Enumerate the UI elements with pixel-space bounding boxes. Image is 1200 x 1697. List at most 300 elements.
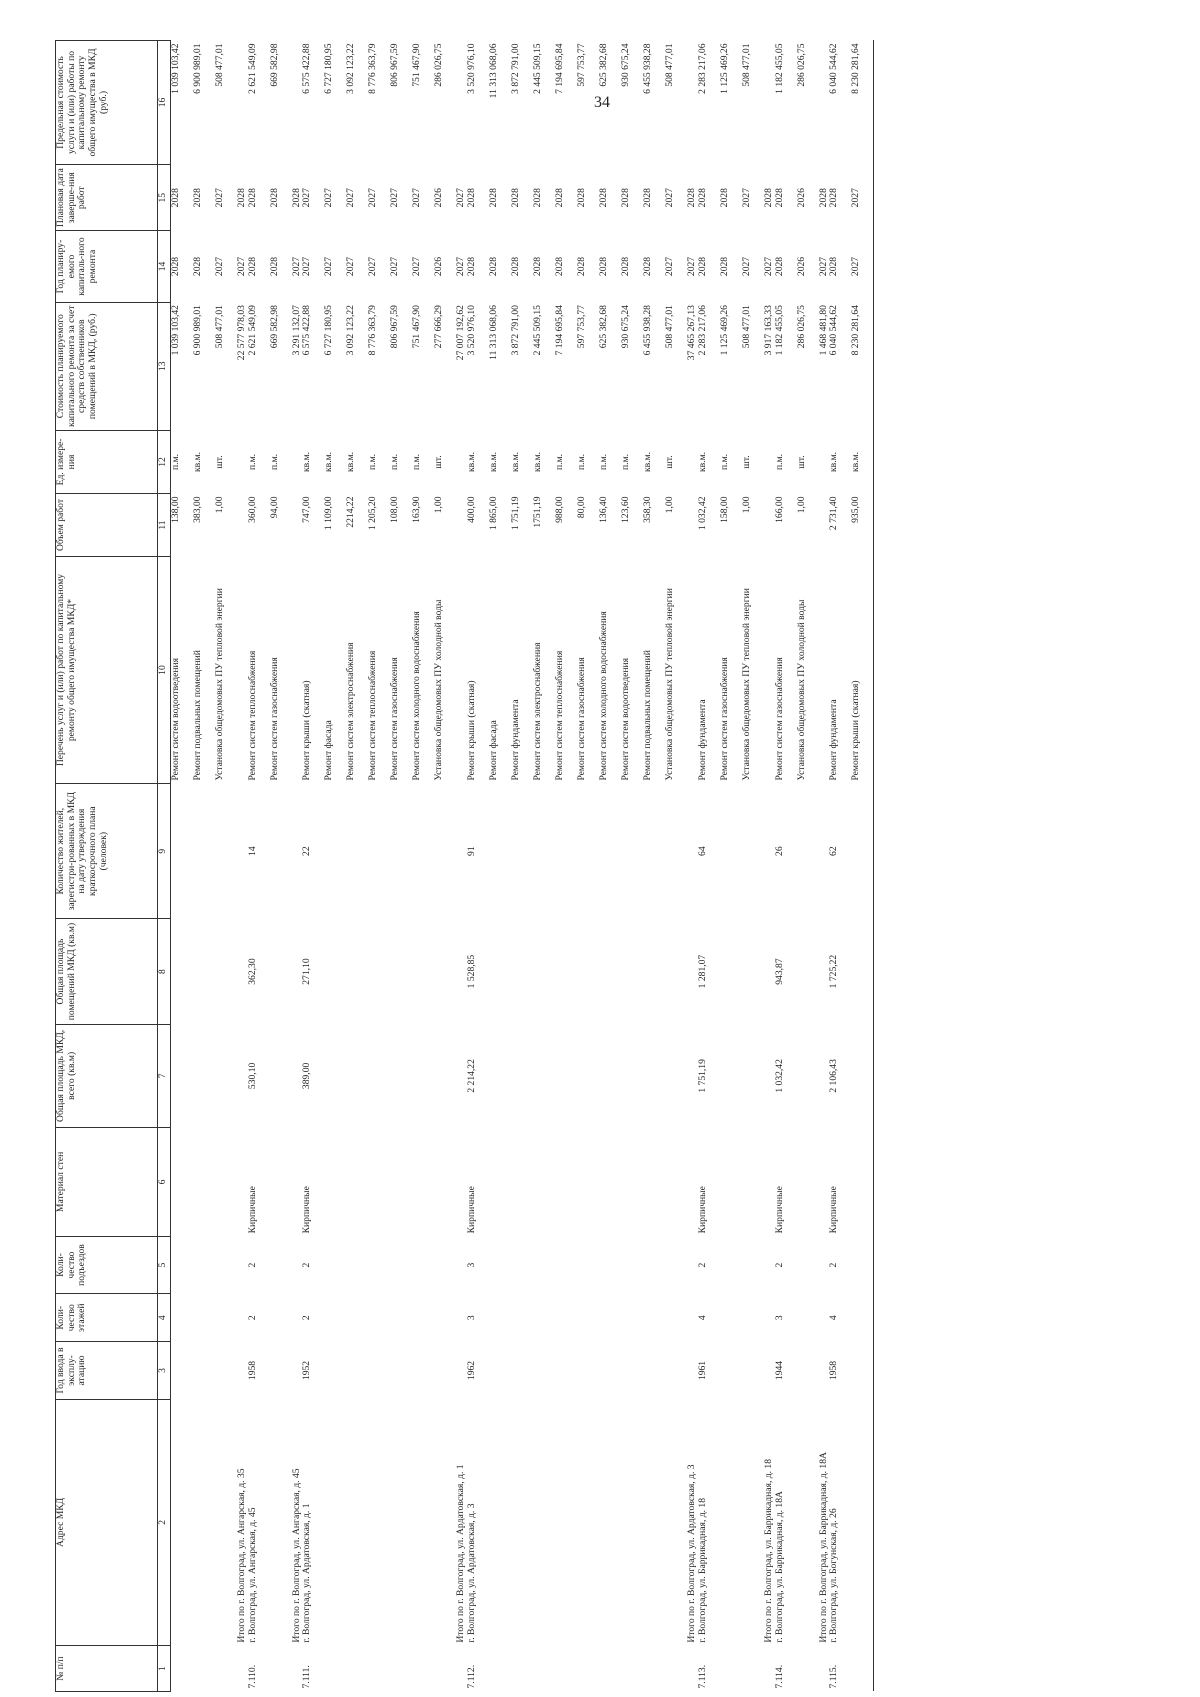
work-name: Ремонт крыши (скатная) xyxy=(850,680,862,781)
row-year: 1961 xyxy=(696,1360,708,1381)
work-name-cell xyxy=(698,557,764,784)
row-residents: 26 xyxy=(773,846,785,856)
column-number: 15 xyxy=(158,164,171,230)
row-year: 1958 xyxy=(246,1360,258,1381)
total-end-year: 2028 xyxy=(762,188,774,208)
work-year-cell xyxy=(775,231,819,302)
row-area-rooms: 1 725,22 xyxy=(828,954,840,989)
header-cell: Коли-чество подъездов xyxy=(56,1236,158,1293)
row-residents: 22 xyxy=(301,846,313,856)
work-end-year: 2027 xyxy=(345,188,357,208)
work-volume: 1 109,00 xyxy=(323,496,335,531)
header-cell: № п/п xyxy=(56,1646,158,1692)
work-cost: 8 776 363,79 xyxy=(367,305,379,356)
work-end-year: 2026 xyxy=(795,188,807,208)
column-number: 2 xyxy=(158,1399,171,1646)
work-limit: 6 455 938,28 xyxy=(642,43,654,94)
row-area-rooms xyxy=(171,919,238,1024)
work-limit: 2 445 509,15 xyxy=(532,43,544,94)
header-cell: Плановая дата заверше-ния работ xyxy=(56,164,158,230)
work-limit-cell xyxy=(467,41,687,165)
work-cost-cell xyxy=(698,302,764,430)
work-limit: 7 194 695,84 xyxy=(554,43,566,94)
work-year: 2026 xyxy=(433,256,445,277)
work-volume: 138,00 xyxy=(170,496,181,523)
work-volume: 2214,22 xyxy=(345,496,357,528)
work-unit-cell xyxy=(775,430,819,493)
work-end-year: 2028 xyxy=(620,188,632,208)
work-limit: 1 125 469,26 xyxy=(718,43,730,94)
row-area-total: 2 106,43 xyxy=(828,1059,840,1093)
header-cell: Стоимость планируемого капитального ремонта за счет средств собственников помещений в МКД, (руб.) xyxy=(56,302,158,430)
work-end-year: 2028 xyxy=(598,188,610,208)
work-end-year: 2027 xyxy=(323,188,335,208)
work-limit: 2 621 549,09 xyxy=(246,43,258,94)
work-cost: 751 467,90 xyxy=(411,305,423,349)
row-floors: 3 xyxy=(773,1315,785,1321)
work-year: 2027 xyxy=(214,256,225,277)
total-year: 2027 xyxy=(817,256,829,277)
work-volume: 94,00 xyxy=(268,496,280,519)
row-area-total: 2 214,22 xyxy=(466,1059,478,1093)
table-row xyxy=(698,41,764,1692)
row-floors: 2 xyxy=(301,1315,313,1321)
work-year: 2028 xyxy=(620,256,632,277)
work-end-year: 2028 xyxy=(576,188,588,208)
work-volume-cell xyxy=(698,493,764,556)
work-name: Ремонт фундамента xyxy=(510,699,522,781)
work-name: Ремонт систем газоснабжения xyxy=(576,657,588,781)
work-year: 2027 xyxy=(323,256,335,277)
work-volume: 123,60 xyxy=(620,496,632,523)
work-cost: 1 182 455,05 xyxy=(773,305,785,356)
work-end-year: 2027 xyxy=(389,188,401,208)
row-area-total: 530,10 xyxy=(246,1062,258,1090)
work-volume: 1751,19 xyxy=(532,496,544,528)
row-residents xyxy=(171,784,238,919)
work-limit: 806 967,59 xyxy=(389,43,401,87)
total-end-year: 2027 xyxy=(455,188,467,208)
work-volume: 1,00 xyxy=(433,496,445,514)
work-name: Ремонт подвальных помещений xyxy=(642,650,654,781)
work-name: Установка общедомовых ПУ холодной воды xyxy=(433,599,445,781)
work-unit: кв.м. xyxy=(696,451,708,472)
work-volume: 360,00 xyxy=(246,496,258,523)
header-cell: Предельная стоимость услуги и (или) работы по капитальному ремонту общего имущества в МКД (руб.) xyxy=(56,41,158,165)
work-unit: п.м. xyxy=(773,453,785,470)
work-end-year-cell xyxy=(829,164,874,230)
work-limit: 1 039 103,42 xyxy=(170,43,181,94)
work-limit: 8 230 281,64 xyxy=(850,43,862,94)
table-row xyxy=(775,41,819,1692)
work-name: Установка общедомовых ПУ тепловой энергии xyxy=(214,588,225,781)
column-number: 4 xyxy=(158,1294,171,1342)
row-entrances: 2 xyxy=(696,1262,708,1268)
work-end-year: 2028 xyxy=(532,188,544,208)
work-volume: 166,00 xyxy=(773,496,785,523)
work-end-year: 2026 xyxy=(433,188,445,208)
work-end-year: 2028 xyxy=(268,188,280,208)
work-unit: кв.м. xyxy=(488,451,500,472)
total-end-year: 2028 xyxy=(290,188,302,208)
row-material: Кирпичные xyxy=(773,1186,785,1234)
row-address: г. Волгоград, ул. Баррикадная, д. 18 xyxy=(696,1497,708,1643)
table-body xyxy=(171,41,875,1692)
work-unit: п.м. xyxy=(554,453,566,470)
row-number: 7.114. xyxy=(773,1664,785,1689)
work-name: Установка общедомовых ПУ тепловой энергии xyxy=(664,588,676,781)
work-cost-cell xyxy=(467,302,687,430)
work-unit: шт. xyxy=(795,455,807,469)
row-year: 1952 xyxy=(301,1360,313,1381)
total-end-year: 2028 xyxy=(817,188,829,208)
work-limit: 3 092 123,22 xyxy=(345,43,357,94)
column-number: 11 xyxy=(158,493,171,556)
work-cost: 6 455 938,28 xyxy=(642,305,654,356)
work-limit: 3 520 976,10 xyxy=(466,43,478,94)
work-year: 2027 xyxy=(411,256,423,277)
work-cost-cell xyxy=(248,302,292,430)
work-year-cell xyxy=(829,231,874,302)
work-unit: п.м. xyxy=(598,453,610,470)
work-unit: п.м. xyxy=(268,453,280,470)
header-cell: Адрес МКД xyxy=(56,1399,158,1646)
work-volume: 1 751,19 xyxy=(510,496,522,531)
column-number: 12 xyxy=(158,430,171,493)
total-year: 2027 xyxy=(686,256,698,277)
work-end-year: 2028 xyxy=(718,188,730,208)
column-number: 14 xyxy=(158,231,171,302)
header-cell: Общая площадь помещений МКД (кв.м) xyxy=(56,919,158,1024)
work-end-year: 2028 xyxy=(773,188,785,208)
table-row xyxy=(302,41,456,1692)
work-unit: шт. xyxy=(740,455,752,469)
total-label: Итого по г. Волгоград, ул. Баррикадная, д. 18А xyxy=(817,1452,829,1643)
work-name: Ремонт крыши (скатная) xyxy=(466,680,478,781)
row-address: г. Волгоград, ул. Баррикадная, д. 18А xyxy=(773,1491,785,1643)
work-cost: 6 900 989,01 xyxy=(192,305,203,356)
total-cost: 22 577 978,03 xyxy=(236,305,247,361)
total-row xyxy=(456,41,467,1692)
work-year: 2028 xyxy=(246,256,258,277)
row-area-rooms: 943,87 xyxy=(773,958,785,985)
work-name: Установка общедомовых ПУ тепловой энергии xyxy=(740,588,752,781)
row-material: Кирпичные xyxy=(696,1186,708,1234)
total-end-year: 2028 xyxy=(236,188,247,208)
work-volume: 988,00 xyxy=(554,496,566,523)
work-cost: 508 477,01 xyxy=(740,305,752,349)
work-cost-cell xyxy=(171,302,238,430)
column-number: 13 xyxy=(158,302,171,430)
total-cost: 37 465 267,13 xyxy=(686,305,698,361)
work-limit-cell xyxy=(698,41,764,165)
work-cost: 2 445 509,15 xyxy=(532,305,544,356)
work-end-year: 2028 xyxy=(554,188,566,208)
work-unit: кв.м. xyxy=(301,451,313,472)
work-volume-cell xyxy=(775,493,819,556)
column-number: 8 xyxy=(158,919,171,1024)
work-end-year: 2028 xyxy=(192,188,203,208)
work-cost-cell xyxy=(302,302,456,430)
row-entrances xyxy=(171,1236,238,1293)
row-area-rooms: 362,30 xyxy=(246,958,258,985)
row-residents: 62 xyxy=(828,846,840,856)
total-label: Итого по г. Волгоград, ул. Баррикадная, д. 18 xyxy=(762,1458,774,1643)
work-limit: 286 026,75 xyxy=(433,43,445,87)
row-address: г. Волгоград, ул. Ардатовская, д. 3 xyxy=(466,1503,478,1643)
work-year: 2028 xyxy=(192,256,203,277)
total-cost: 3 291 132,07 xyxy=(290,305,302,356)
row-material: Кирпичные xyxy=(246,1186,258,1234)
column-number: 7 xyxy=(158,1024,171,1127)
work-limit: 625 382,68 xyxy=(598,43,610,87)
work-unit: кв.м. xyxy=(642,451,654,472)
row-number: 7.115. xyxy=(828,1664,840,1689)
work-unit-cell xyxy=(467,430,687,493)
work-limit: 6 727 180,95 xyxy=(323,43,335,94)
row-residents: 64 xyxy=(696,846,708,856)
work-limit: 6 575 422,88 xyxy=(301,43,313,94)
row-residents: 14 xyxy=(246,846,258,856)
work-year-cell xyxy=(698,231,764,302)
work-unit: кв.м. xyxy=(532,451,544,472)
work-unit-cell xyxy=(171,430,238,493)
work-unit: п.м. xyxy=(170,453,181,470)
work-volume: 400,00 xyxy=(466,496,478,523)
column-number-row xyxy=(158,41,171,1692)
row-floors xyxy=(171,1294,238,1342)
total-cost: 1 468 481,80 xyxy=(817,305,829,356)
work-name: Ремонт систем водоотведения xyxy=(170,657,181,781)
work-name: Ремонт фундамента xyxy=(828,699,840,781)
work-volume: 358,30 xyxy=(642,496,654,523)
work-limit-cell xyxy=(829,41,874,165)
work-name: Ремонт систем электроснабжения xyxy=(345,642,357,781)
table-bottom-rule xyxy=(874,41,875,1692)
work-limit-cell xyxy=(775,41,819,165)
row-year: 1962 xyxy=(466,1360,478,1381)
work-year: 2028 xyxy=(598,256,610,277)
row-area-total: 389,00 xyxy=(301,1062,313,1090)
work-cost: 806 967,59 xyxy=(389,305,401,349)
work-end-year: 2027 xyxy=(301,188,313,208)
total-end-year: 2028 xyxy=(686,188,698,208)
total-cost: 27 007 192,62 xyxy=(455,305,467,361)
work-year: 2028 xyxy=(576,256,588,277)
work-cost-cell xyxy=(829,302,874,430)
header-cell: Объем работ xyxy=(56,493,158,556)
work-cost: 625 382,68 xyxy=(598,305,610,349)
total-label: Итого по г. Волгоград, ул. Ардатовская, д. 1 xyxy=(455,1464,467,1643)
total-label: Итого по г. Волгоград, ул. Ангарская, д. 35 xyxy=(236,1468,247,1643)
work-end-year-cell xyxy=(248,164,292,230)
row-floors: 4 xyxy=(828,1315,840,1321)
row-area-rooms: 1 281,07 xyxy=(696,954,708,989)
row-number: 7.113. xyxy=(696,1664,708,1689)
work-limit: 508 477,01 xyxy=(740,43,752,87)
work-end-year: 2028 xyxy=(510,188,522,208)
total-cost: 3 917 163,33 xyxy=(762,305,774,356)
work-end-year: 2028 xyxy=(488,188,500,208)
work-year: 2027 xyxy=(740,256,752,277)
row-year: 1958 xyxy=(828,1360,840,1381)
work-volume: 1,00 xyxy=(795,496,807,514)
work-year: 2028 xyxy=(268,256,280,277)
work-volume-cell xyxy=(171,493,238,556)
total-year: 2027 xyxy=(455,256,467,277)
work-end-year: 2027 xyxy=(367,188,379,208)
work-end-year: 2028 xyxy=(642,188,654,208)
work-volume: 2 731,40 xyxy=(828,496,840,531)
work-volume: 80,00 xyxy=(576,496,588,519)
work-year: 2027 xyxy=(367,256,379,277)
work-year: 2028 xyxy=(696,256,708,277)
work-year-cell xyxy=(171,231,238,302)
work-year: 2028 xyxy=(773,256,785,277)
work-limit-cell xyxy=(171,41,238,165)
work-cost-cell xyxy=(775,302,819,430)
row-floors: 3 xyxy=(466,1315,478,1321)
work-year: 2026 xyxy=(795,256,807,277)
work-name: Ремонт фундамента xyxy=(696,699,708,781)
column-number: 3 xyxy=(158,1342,171,1399)
work-volume: 163,90 xyxy=(411,496,423,523)
work-year: 2028 xyxy=(510,256,522,277)
work-name-cell xyxy=(775,557,819,784)
work-unit-cell xyxy=(248,430,292,493)
work-end-year: 2028 xyxy=(170,188,181,208)
work-year: 2028 xyxy=(170,256,181,277)
work-unit: кв.м. xyxy=(345,451,357,472)
work-unit-cell xyxy=(698,430,764,493)
column-number: 6 xyxy=(158,1127,171,1236)
work-name: Ремонт крыши (скатная) xyxy=(301,680,313,781)
work-unit: кв.м. xyxy=(323,451,335,472)
work-year: 2028 xyxy=(554,256,566,277)
header-cell: Общая площадь МКД, всего (кв.м) xyxy=(56,1024,158,1127)
work-limit: 6 900 989,01 xyxy=(192,43,203,94)
row-number: 7.110. xyxy=(246,1664,258,1689)
work-name: Ремонт систем газоснабжения xyxy=(389,657,401,781)
work-volume: 1 865,00 xyxy=(488,496,500,531)
table-row xyxy=(467,41,687,1692)
row-area-rooms: 271,10 xyxy=(301,958,313,985)
work-limit: 8 776 363,79 xyxy=(367,43,379,94)
total-row xyxy=(819,41,830,1692)
row-year: 1944 xyxy=(773,1360,785,1381)
work-limit: 11 313 068,06 xyxy=(488,43,500,99)
work-year: 2028 xyxy=(642,256,654,277)
column-number: 10 xyxy=(158,557,171,784)
work-limit: 2 283 217,06 xyxy=(696,43,708,94)
work-unit-cell xyxy=(829,430,874,493)
work-year: 2028 xyxy=(532,256,544,277)
work-year: 2028 xyxy=(718,256,730,277)
work-unit: кв.м. xyxy=(192,451,203,472)
work-name: Ремонт систем теплоснабжения xyxy=(554,650,566,781)
work-name-cell xyxy=(171,557,238,784)
work-cost: 508 477,01 xyxy=(664,305,676,349)
total-label: Итого по г. Волгоград, ул. Ардатовская, д. 3 xyxy=(686,1464,698,1643)
row-entrances: 2 xyxy=(773,1262,785,1268)
work-volume: 158,00 xyxy=(718,496,730,523)
work-unit: п.м. xyxy=(367,453,379,470)
row-area-total: 1 751,19 xyxy=(696,1059,708,1093)
row-material: Кирпичные xyxy=(466,1186,478,1234)
header-cell: Год ввода в эксплу-атацию xyxy=(56,1342,158,1399)
work-cost: 1 125 469,26 xyxy=(718,305,730,356)
row-residents: 91 xyxy=(466,846,478,856)
work-name: Ремонт систем газоснабжения xyxy=(718,657,730,781)
work-year: 2028 xyxy=(488,256,500,277)
row-entrances: 2 xyxy=(828,1262,840,1268)
row-entrances: 2 xyxy=(301,1262,313,1268)
work-volume: 1,00 xyxy=(664,496,676,514)
work-cost: 7 194 695,84 xyxy=(554,305,566,356)
table-row xyxy=(829,41,874,1692)
header-cell: Количество жителей, зарегистри-рованных в МКД на дату утверждения краткосрочного плана (человек) xyxy=(56,784,158,919)
header-cell: Ед. измере-ния xyxy=(56,430,158,493)
work-cost: 6 040 544,62 xyxy=(828,305,840,356)
work-unit: п.м. xyxy=(246,453,258,470)
work-name-cell xyxy=(248,557,292,784)
total-row xyxy=(292,41,303,1692)
row-material: Кирпичные xyxy=(301,1186,313,1234)
row-entrances: 2 xyxy=(246,1262,258,1268)
work-unit: п.м. xyxy=(718,453,730,470)
row-address: г. Волгоград, ул. Богунская, д. 26 xyxy=(828,1508,840,1643)
work-name: Ремонт систем газоснабжения xyxy=(268,657,280,781)
work-limit-cell xyxy=(302,41,456,165)
work-unit-cell xyxy=(302,430,456,493)
work-cost: 669 582,98 xyxy=(268,305,280,349)
work-cost: 286 026,75 xyxy=(795,305,807,349)
row-address xyxy=(171,1399,238,1646)
work-year: 2027 xyxy=(850,256,862,277)
total-row xyxy=(764,41,775,1692)
work-unit: кв.м. xyxy=(466,451,478,472)
work-volume: 108,00 xyxy=(389,496,401,523)
work-cost: 6 575 422,88 xyxy=(301,305,313,356)
row-entrances: 3 xyxy=(466,1262,478,1268)
work-unit: п.м. xyxy=(620,453,632,470)
work-volume-cell xyxy=(248,493,292,556)
work-end-year: 2028 xyxy=(696,188,708,208)
work-year: 2027 xyxy=(389,256,401,277)
work-end-year: 2027 xyxy=(664,188,676,208)
work-unit: кв.м. xyxy=(828,451,840,472)
total-row xyxy=(237,41,248,1692)
work-cost: 2 621 549,09 xyxy=(246,305,258,356)
column-number: 1 xyxy=(158,1646,171,1692)
work-year-cell xyxy=(302,231,456,302)
row-area-total: 1 032,42 xyxy=(773,1059,785,1093)
header-cell: Материал стен xyxy=(56,1127,158,1236)
column-number: 5 xyxy=(158,1236,171,1293)
work-volume: 935,00 xyxy=(850,496,862,523)
work-volume: 136,40 xyxy=(598,496,610,523)
work-name: Ремонт фасада xyxy=(323,720,335,781)
row-number xyxy=(171,1646,238,1692)
work-end-year-cell xyxy=(775,164,819,230)
header-cell: Перечень услуг и (или) работ по капитальному ремонту общего имущества МКД* xyxy=(56,557,158,784)
row-floors: 4 xyxy=(696,1315,708,1321)
work-limit: 508 477,01 xyxy=(664,43,676,87)
work-name: Ремонт фасада xyxy=(488,720,500,781)
row-floors: 2 xyxy=(246,1315,258,1321)
work-name: Ремонт систем холодного водоснабжения xyxy=(598,611,610,781)
work-unit: шт. xyxy=(433,455,445,469)
